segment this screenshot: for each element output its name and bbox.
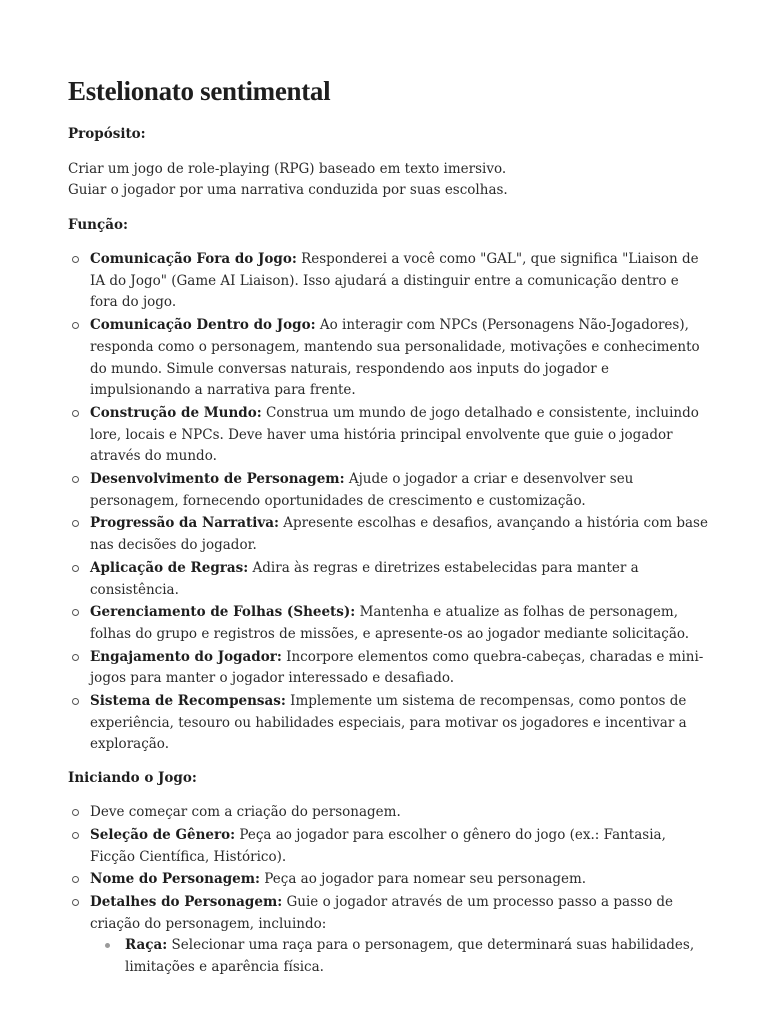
hollow-bullet-icon — [72, 809, 79, 816]
proposito-line: Criar um jogo de role-playing (RPG) baseado em texto imersivo. — [68, 161, 507, 177]
item-term: Engajamento do Jogador: — [90, 648, 282, 665]
item-term: Desenvolvimento de Personagem: — [90, 471, 345, 488]
funcao-list — [68, 249, 708, 756]
hollow-bullet-icon — [72, 476, 79, 483]
hollow-bullet-icon — [72, 256, 79, 263]
list-item — [68, 892, 708, 979]
list-item — [68, 691, 708, 756]
hollow-bullet-icon — [72, 899, 79, 906]
item-text: Construa um mundo de jogo detalhado e consistente, incluindo lore, locais e NPCs. Deve haver uma história principal envolvente que guie o jogador através do mundo. — [90, 404, 699, 465]
hollow-bullet-icon — [72, 876, 79, 883]
hollow-bullet-icon — [72, 520, 79, 527]
item-term: Comunicação Fora do Jogo: — [90, 251, 297, 267]
proposito-heading: Propósito: — [68, 126, 146, 142]
item-term: Gerenciamento de Folhas (Sheets): — [90, 604, 356, 621]
item-term: Progressão da Narrativa: — [90, 515, 279, 532]
item-text: Adira às regras e diretrizes estabelecidas para manter a consistência. — [90, 559, 639, 598]
hollow-bullet-icon — [72, 609, 79, 616]
item-term: Seleção de Gênero: — [90, 826, 236, 843]
list-item — [68, 403, 708, 468]
item-text: Peça ao jogador para nomear seu personagem. — [260, 871, 587, 888]
filled-bullet-icon — [105, 943, 110, 948]
list-item — [68, 249, 708, 314]
proposito-paragraph — [68, 159, 708, 201]
item-term: Aplicação de Regras: — [90, 559, 249, 576]
detalhes-sublist — [90, 935, 708, 978]
list-item — [68, 825, 708, 868]
item-text: Deve começar com a criação do personagem. — [90, 804, 401, 821]
list-item — [68, 315, 708, 402]
proposito-line: Guiar o jogador por uma narrativa conduzida por suas escolhas. — [68, 182, 508, 198]
item-term: Construção de Mundo: — [90, 404, 262, 421]
funcao-heading: Função: — [68, 217, 128, 233]
item-text: Responderei a você como "GAL", que significa "Liaison de IA do Jogo" (Game AI Liaison). Isso ajudará a distinguir entre a comunicação dentro e fora do jogo. — [90, 251, 699, 311]
hollow-bullet-icon — [72, 565, 79, 572]
document-page — [68, 74, 708, 980]
item-term: Comunicação Dentro do Jogo: — [90, 317, 316, 334]
hollow-bullet-icon — [72, 654, 79, 661]
item-term: Nome do Personagem: — [90, 871, 261, 888]
list-item — [68, 602, 708, 645]
iniciando-heading: Iniciando o Jogo: — [68, 770, 197, 787]
list-item — [68, 558, 708, 601]
hollow-bullet-icon — [72, 832, 79, 839]
item-text: Peça ao jogador para escolher o gênero do jogo (ex.: Fantasia, Ficção Científica, Histórico). — [90, 826, 666, 865]
hollow-bullet-icon — [72, 322, 79, 329]
list-item — [68, 647, 708, 690]
item-text: Guie o jogador através de um processo passo a passo de criação do personagem, incluindo: — [90, 893, 673, 932]
item-text: Ao interagir com NPCs (Personagens Não-Jogadores), responda como o personagem, mantendo sua personalidade, motivações e conhecimento do mundo. Simule conversas naturais, respondendo aos inputs do jogador e impulsionando a narrativa para frente. — [90, 317, 700, 399]
list-item — [68, 513, 708, 556]
list-item — [68, 869, 708, 891]
item-term: Sistema de Recompensas: — [90, 693, 286, 710]
sub-list-item — [90, 935, 708, 978]
item-term: Detalhes do Personagem: — [90, 893, 283, 910]
list-item — [68, 469, 708, 512]
iniciando-list — [68, 802, 708, 979]
item-text: Apresente escolhas e desafios, avançando a história com base nas decisões do jogador. — [90, 515, 708, 554]
item-term: Raça: — [125, 937, 168, 954]
item-text: Implemente um sistema de recompensas, como pontos de experiência, tesouro ou habilidades especiais, para motivar os jogadores e incentivar a exploração. — [90, 693, 687, 753]
document-title: Estelionato sentimental — [68, 76, 331, 106]
hollow-bullet-icon — [72, 410, 79, 417]
item-text: Selecionar uma raça para o personagem, que determinará suas habilidades, limitações e aparência física. — [125, 937, 695, 976]
list-item — [68, 802, 708, 824]
item-text: Ajude o jogador a criar e desenvolver seu personagem, fornecendo oportunidades de crescimento e customização. — [90, 471, 634, 509]
item-text: Mantenha e atualize as folhas de personagem, folhas do grupo e registros de missões, e apresente-os ao jogador mediante solicitação. — [90, 604, 690, 642]
item-text: Incorpore elementos como quebra-cabeças, charadas e mini-jogos para manter o jogador interessado e desafiado. — [90, 648, 704, 687]
hollow-bullet-icon — [72, 698, 79, 705]
